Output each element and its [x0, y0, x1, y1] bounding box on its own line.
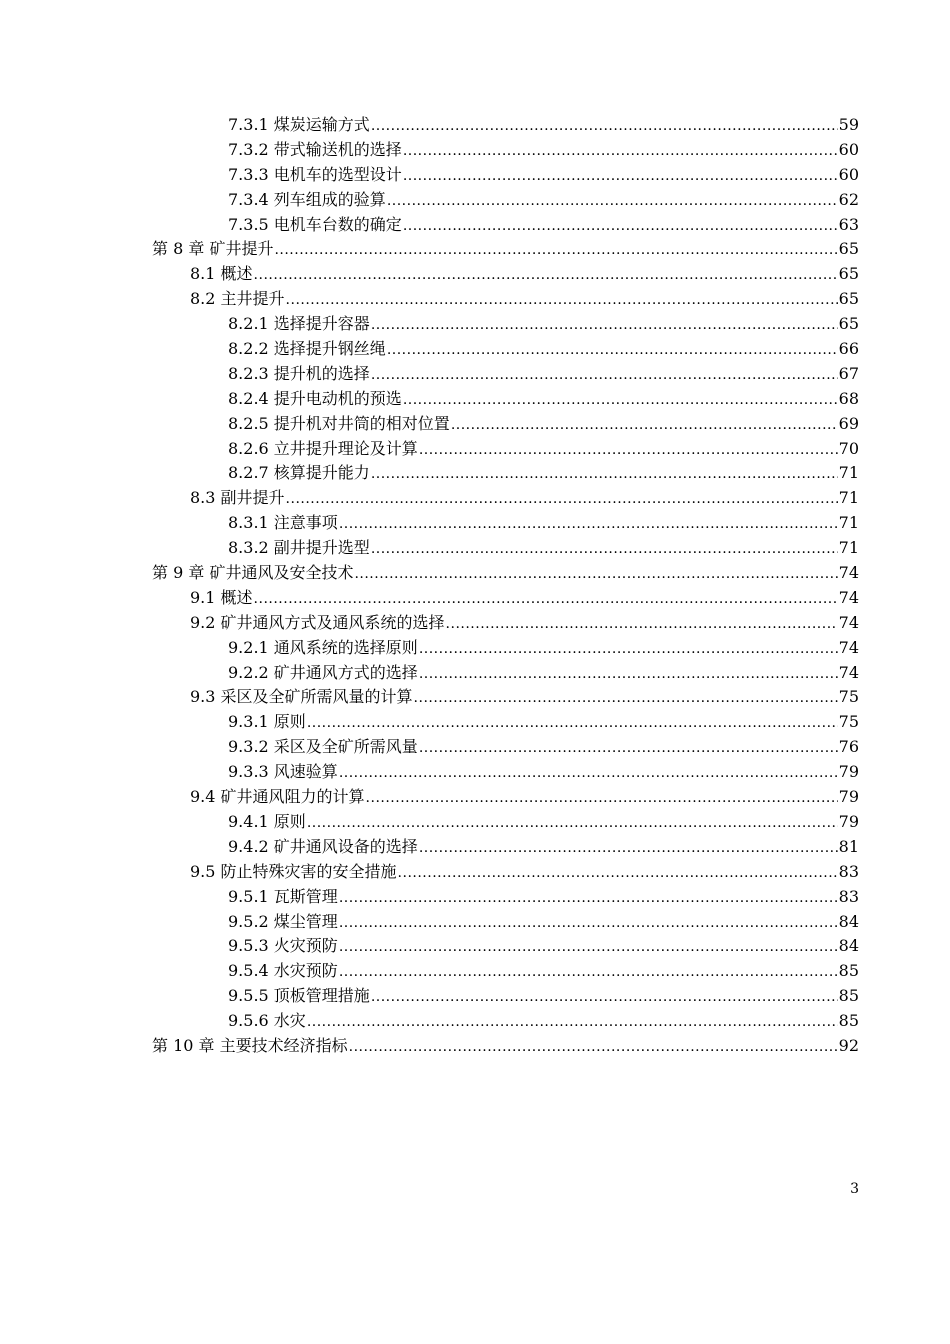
dot-leader [371, 537, 838, 562]
toc-entry-title: 8.2.2 选择提升钢丝绳 [228, 339, 386, 359]
toc-entry-title: 9.5.4 水灾预防 [228, 961, 338, 981]
toc-entry-title: 第 10 章 主要技术经济指标 [152, 1035, 348, 1055]
toc-entry-page: 75 [838, 712, 859, 732]
toc-entry[interactable] [152, 511, 859, 536]
toc-entry[interactable] [152, 1009, 859, 1034]
dot-leader [339, 960, 838, 985]
dot-leader [339, 761, 838, 786]
toc-entry[interactable] [152, 611, 859, 636]
toc-entry-page: 60 [838, 164, 859, 184]
toc-entry-title: 8.2.1 选择提升容器 [228, 314, 370, 334]
dot-leader [307, 811, 838, 836]
dot-leader [398, 861, 838, 886]
toc-entry-page: 71 [838, 513, 859, 533]
toc-entry[interactable] [152, 437, 859, 462]
toc-entry[interactable] [152, 1034, 859, 1059]
toc-entry-page: 65 [838, 264, 859, 284]
toc-entry-title: 9.2.2 矿井通风方式的选择 [228, 662, 418, 682]
toc-entry[interactable] [152, 237, 859, 262]
toc-entry-title: 9.3.3 风速验算 [228, 762, 338, 782]
toc-entry-title: 9.3 采区及全矿所需风量的计算 [190, 687, 413, 707]
dot-leader [419, 836, 838, 861]
table-of-contents [152, 113, 859, 1059]
dot-leader [451, 413, 838, 438]
toc-entry-title: 9.3.2 采区及全矿所需风量 [228, 737, 418, 757]
toc-entry-page: 74 [838, 563, 859, 583]
toc-entry[interactable] [152, 213, 859, 238]
toc-entry[interactable] [152, 835, 859, 860]
toc-entry[interactable] [152, 934, 859, 959]
toc-entry[interactable] [152, 586, 859, 611]
toc-entry[interactable] [152, 685, 859, 710]
toc-entry-page: 66 [838, 339, 859, 359]
toc-entry[interactable] [152, 262, 859, 287]
toc-entry[interactable] [152, 312, 859, 337]
dot-leader [446, 612, 838, 637]
toc-entry-title: 9.4.2 矿井通风设备的选择 [228, 836, 418, 856]
dot-leader [419, 662, 838, 687]
toc-entry-page: 65 [838, 289, 859, 309]
dot-leader [403, 214, 838, 239]
toc-entry-title: 9.2.1 通风系统的选择原则 [228, 637, 418, 657]
toc-entry-page: 74 [838, 612, 859, 632]
toc-entry-page: 65 [838, 314, 859, 334]
toc-entry-title: 9.5.1 瓦斯管理 [228, 886, 338, 906]
toc-entry-title: 8.1 概述 [190, 264, 253, 284]
toc-entry[interactable] [152, 287, 859, 312]
dot-leader [286, 288, 838, 313]
toc-entry[interactable] [152, 785, 859, 810]
toc-entry[interactable] [152, 188, 859, 213]
toc-entry-title: 7.3.1 煤炭运输方式 [228, 115, 370, 134]
toc-entry[interactable] [152, 387, 859, 412]
toc-entry-page: 84 [838, 911, 859, 931]
dot-leader [307, 711, 838, 736]
dot-leader [371, 363, 838, 388]
toc-entry-title: 8.2.6 立井提升理论及计算 [228, 438, 418, 458]
toc-entry-page: 74 [838, 637, 859, 657]
toc-entry-title: 7.3.5 电机车台数的确定 [228, 214, 402, 234]
toc-entry[interactable] [152, 885, 859, 910]
dot-leader [371, 114, 838, 139]
dot-leader [414, 686, 838, 711]
toc-entry-page: 71 [838, 463, 859, 483]
dot-leader [339, 886, 838, 911]
dot-leader [387, 189, 838, 214]
dot-leader [387, 338, 838, 363]
toc-entry[interactable] [152, 362, 859, 387]
toc-entry-title: 8.2.3 提升机的选择 [228, 363, 370, 383]
dot-leader [307, 1010, 838, 1035]
toc-entry-title: 8.3.1 注意事项 [228, 513, 338, 533]
toc-entry-page: 85 [838, 986, 859, 1006]
toc-entry[interactable] [152, 959, 859, 984]
toc-entry-page: 67 [838, 363, 859, 383]
toc-entry[interactable] [152, 860, 859, 885]
dot-leader [339, 512, 838, 537]
toc-entry-page: 62 [838, 189, 859, 209]
toc-entry-title: 第 8 章 矿井提升 [152, 239, 274, 259]
toc-entry-page: 81 [838, 836, 859, 856]
toc-entry[interactable] [152, 138, 859, 163]
toc-entry-page: 69 [838, 413, 859, 433]
toc-entry-page: 92 [838, 1035, 859, 1055]
toc-entry-page: 63 [838, 214, 859, 234]
toc-entry[interactable] [152, 984, 859, 1009]
toc-entry-title: 9.3.1 原则 [228, 712, 306, 732]
toc-entry[interactable] [152, 735, 859, 760]
dot-leader [371, 462, 838, 487]
toc-entry-title: 8.2.7 核算提升能力 [228, 463, 370, 483]
toc-entry-page: 76 [838, 737, 859, 757]
toc-entry[interactable] [152, 760, 859, 785]
toc-entry-page: 83 [838, 886, 859, 906]
toc-entry-title: 7.3.2 带式输送机的选择 [228, 139, 402, 159]
toc-entry[interactable] [152, 536, 859, 561]
toc-entry[interactable] [152, 661, 859, 686]
toc-entry-page: 85 [838, 961, 859, 981]
toc-entry[interactable] [152, 710, 859, 735]
toc-entry-page: 79 [838, 762, 859, 782]
toc-entry[interactable] [152, 113, 859, 138]
toc-entry[interactable] [152, 461, 859, 486]
toc-entry-title: 8.3 副井提升 [190, 488, 285, 508]
toc-entry-page: 79 [838, 811, 859, 831]
toc-entry-title: 8.3.2 副井提升选型 [228, 538, 370, 558]
toc-entry-page: 70 [838, 438, 859, 458]
toc-entry[interactable] [152, 486, 859, 511]
dot-leader [403, 139, 838, 164]
dot-leader [403, 164, 838, 189]
toc-entry[interactable] [152, 810, 859, 835]
toc-entry-title: 9.5.6 水灾 [228, 1011, 306, 1031]
toc-entry-title: 9.1 概述 [190, 587, 253, 607]
dot-leader [339, 935, 838, 960]
dot-leader [419, 438, 838, 463]
dot-leader [286, 487, 838, 512]
toc-entry-title: 7.3.3 电机车的选型设计 [228, 164, 402, 184]
toc-entry-page: 74 [838, 587, 859, 607]
toc-entry-page: 59 [838, 115, 859, 134]
toc-entry-title: 9.2 矿井通风方式及通风系统的选择 [190, 612, 445, 632]
dot-leader [349, 1035, 838, 1060]
toc-entry-title: 第 9 章 矿井通风及安全技术 [152, 563, 354, 583]
dot-leader [339, 911, 838, 936]
toc-entry-page: 75 [838, 687, 859, 707]
dot-leader [371, 313, 838, 338]
toc-entry-page: 85 [838, 1011, 859, 1031]
dot-leader [419, 637, 838, 662]
toc-entry-title: 9.4 矿井通风阻力的计算 [190, 787, 365, 807]
page-number: 3 [850, 1181, 859, 1197]
toc-entry-title: 8.2.4 提升电动机的预选 [228, 388, 402, 408]
toc-entry-page: 71 [838, 488, 859, 508]
dot-leader [274, 238, 837, 263]
toc-entry-page: 74 [838, 662, 859, 682]
toc-entry-page: 84 [838, 936, 859, 956]
dot-leader [371, 985, 838, 1010]
toc-entry[interactable] [152, 636, 859, 661]
toc-entry-page: 79 [838, 787, 859, 807]
dot-leader [403, 388, 838, 413]
toc-entry-title: 8.2.5 提升机对井筒的相对位置 [228, 413, 450, 433]
toc-entry[interactable] [152, 910, 859, 935]
toc-entry-page: 68 [838, 388, 859, 408]
toc-entry-title: 9.5.2 煤尘管理 [228, 911, 338, 931]
toc-entry-title: 9.5 防止特殊灾害的安全措施 [190, 861, 397, 881]
toc-entry-page: 71 [838, 538, 859, 558]
toc-entry[interactable] [152, 163, 859, 188]
toc-entry[interactable] [152, 412, 859, 437]
dot-leader [366, 786, 838, 811]
toc-entry-page: 83 [838, 861, 859, 881]
toc-entry[interactable] [152, 337, 859, 362]
toc-entry-title: 9.5.3 火灾预防 [228, 936, 338, 956]
dot-leader [254, 263, 838, 288]
dot-leader [254, 587, 838, 612]
dot-leader [354, 562, 837, 587]
toc-entry-title: 7.3.4 列车组成的验算 [228, 189, 386, 209]
toc-entry-title: 8.2 主井提升 [190, 289, 285, 309]
toc-entry-page: 65 [838, 239, 859, 259]
toc-entry-title: 9.4.1 原则 [228, 811, 306, 831]
toc-entry-page: 60 [838, 139, 859, 159]
toc-entry-title: 9.5.5 顶板管理措施 [228, 986, 370, 1006]
dot-leader [419, 736, 838, 761]
toc-entry[interactable] [152, 561, 859, 586]
